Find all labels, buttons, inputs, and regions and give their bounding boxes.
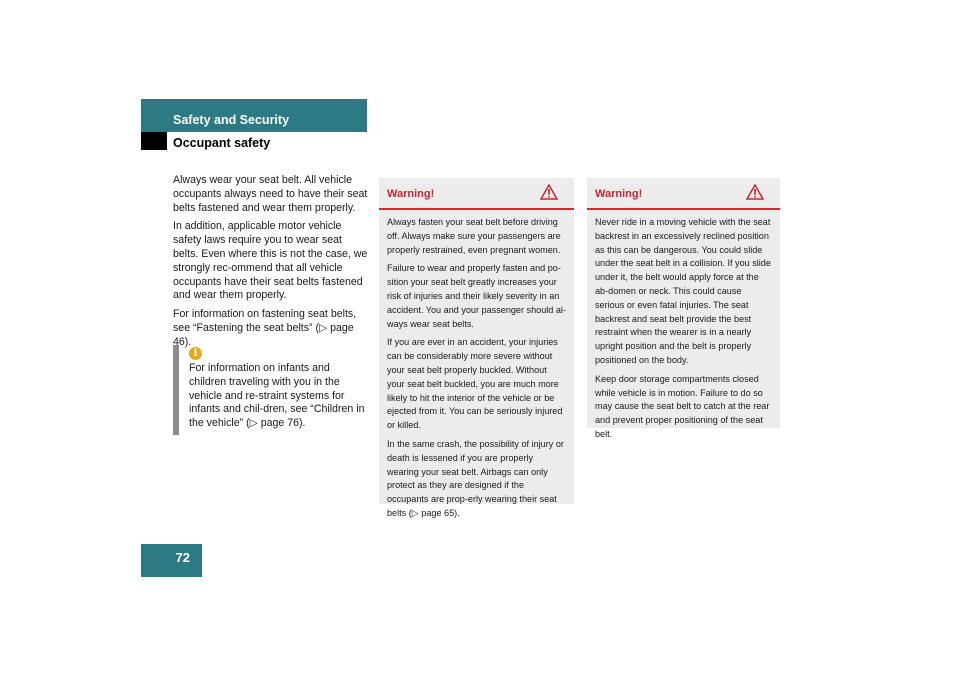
warning-triangle-icon [746,184,764,200]
warning-header [587,178,780,210]
section-subtitle: Occupant safety [173,136,271,150]
section-title: Safety and Security [173,113,290,127]
warning-triangle-icon [540,184,558,200]
section-marker [141,132,167,150]
info-note [173,345,368,435]
warning-paragraph: If you are ever in an accident, your injuries can be considerably more severe without your seat belt properly buckled. Without your seat belt buckled, you are much more likely to hit the interior of the vehicle or be ejected from it. You can be seriously injured or killed. [387,337,563,431]
warning-paragraph: In the same crash, the possibility of injury or death is lessened if you are properly wearing your seat belt. Airbags can only protect as they are designed if the occupants are prop-erly wearing their seat belts (▷ page 65). [387,438,564,518]
warning-paragraph: Always fasten your seat belt before driving off. Always make sure your passengers are properly restrained, even pregnant women. [387,217,561,255]
warning-box-2 [587,178,780,439]
info-text: For information on infants and children traveling with you in the vehicle and re-straint systems for infants and chil-dren, see “Children in the vehicle” (▷ page 76). [189,362,365,430]
warning-title: Warning! [595,188,643,200]
warning-title: Warning! [387,188,435,200]
main-paragraph-3: For information on fastening seat belts, see “Fastening the seat belts” (▷ page 46). [173,308,357,348]
warning-paragraph: Never ride in a moving vehicle with the seat backrest in an excessively reclined position as this can be dangerous. You could slide under the seat belt in a collision. If you slide under it, the belt would apply force at the ab-domen or neck. This could cause serious or even fatal injuries. The seat backrest and seat belt provide the best restraint when the wearer is in a nearly upright position and the belt is properly positioned on the body. [595,217,771,365]
warning-header [379,178,574,210]
page-number: 72 [141,544,202,577]
warning-box-1 [379,178,574,518]
main-paragraph-1: Always wear your seat belt. All vehicle occupants always need to have their seat belts fastened and wear them properly. [173,174,368,214]
warning-paragraph: Failure to wear and properly fasten and po-sition your seat belt greatly increases your risk of injuries and their likely severity in an accident. You and your passenger should al-ways wear seat belts. [387,263,566,329]
warning-paragraph: Keep door storage compartments closed while vehicle is in motion. Failure to do so may cause the seat belt to catch at the rear and prevent proper positioning of the seat belt. [595,373,770,439]
warning-body [379,210,574,521]
main-text [173,174,368,355]
info-icon: i [189,347,202,360]
warning-body [587,210,780,442]
main-paragraph-2: In addition, applicable motor vehicle safety laws require you to wear seat belts. Even where this is not the case, we strongly rec-ommend that all vehicle occupants have their seat belts fastened and wear them properly. [173,220,368,302]
